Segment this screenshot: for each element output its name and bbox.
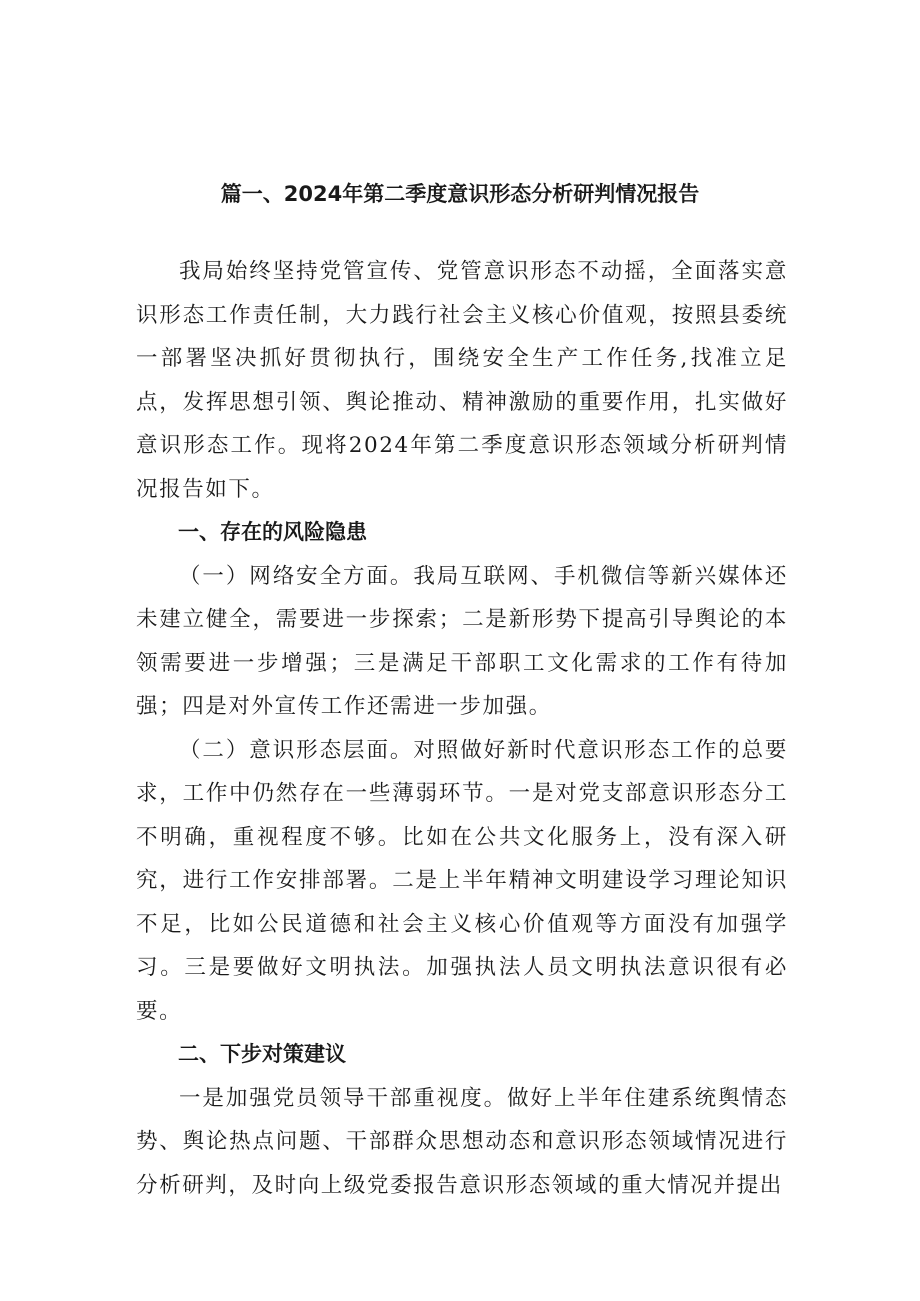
section-heading-suggestions: 二、下步对策建议 xyxy=(178,1042,346,1066)
intro-paragraph: 我局始终坚持党管宣传、党管意识形态不动摇，全面落实意识形态工作责任制，大力践行社会主义核心价值观，按照县委统一部署坚决抓好贯彻执行，围绕安全生产工作任务,找准立足点，发挥思想引领、舆论推动、精神激励的重要作用，扎实做好意识形态工作。现将2024年第二季度意识形态领域分析研判情况报告如下。 xyxy=(136,259,788,502)
document-title: 篇一、2024年第二季度意识形态分析研判情况报告 xyxy=(220,182,700,206)
paragraph-network-security: （一）网络安全方面。我局互联网、手机微信等新兴媒体还未建立健全，需要进一步探索；二是新形势下提高引导舆论的本领需要进一步增强；三是满足干部职工文化需求的工作有待加强；四是对外宣传工作还需进一步加强。 xyxy=(136,563,788,719)
section-heading-risks: 一、存在的风险隐患 xyxy=(178,520,367,544)
paragraph-ideology-level: （二）意识形态层面。对照做好新时代意识形态工作的总要求，工作中仍然存在一些薄弱环节。一是对党支部意识形态分工不明确，重视程度不够。比如在公共文化服务上，没有深入研究，进行工作安排部署。二是上半年精神文明建设学习理论知识不足，比如公民道德和社会主义核心价值观等方面没有加强学习。三是要做好文明执法。加强执法人员文明执法意识很有必要。 xyxy=(136,737,788,1024)
paragraph-leadership-attention: 一是加强党员领导干部重视度。做好上半年住建系统舆情态势、舆论热点问题、干部群众思想动态和意识形态领域情况进行分析研判，及时向上级党委报告意识形态领域的重大情况并提出 xyxy=(136,1085,788,1198)
document-body xyxy=(136,250,788,1207)
